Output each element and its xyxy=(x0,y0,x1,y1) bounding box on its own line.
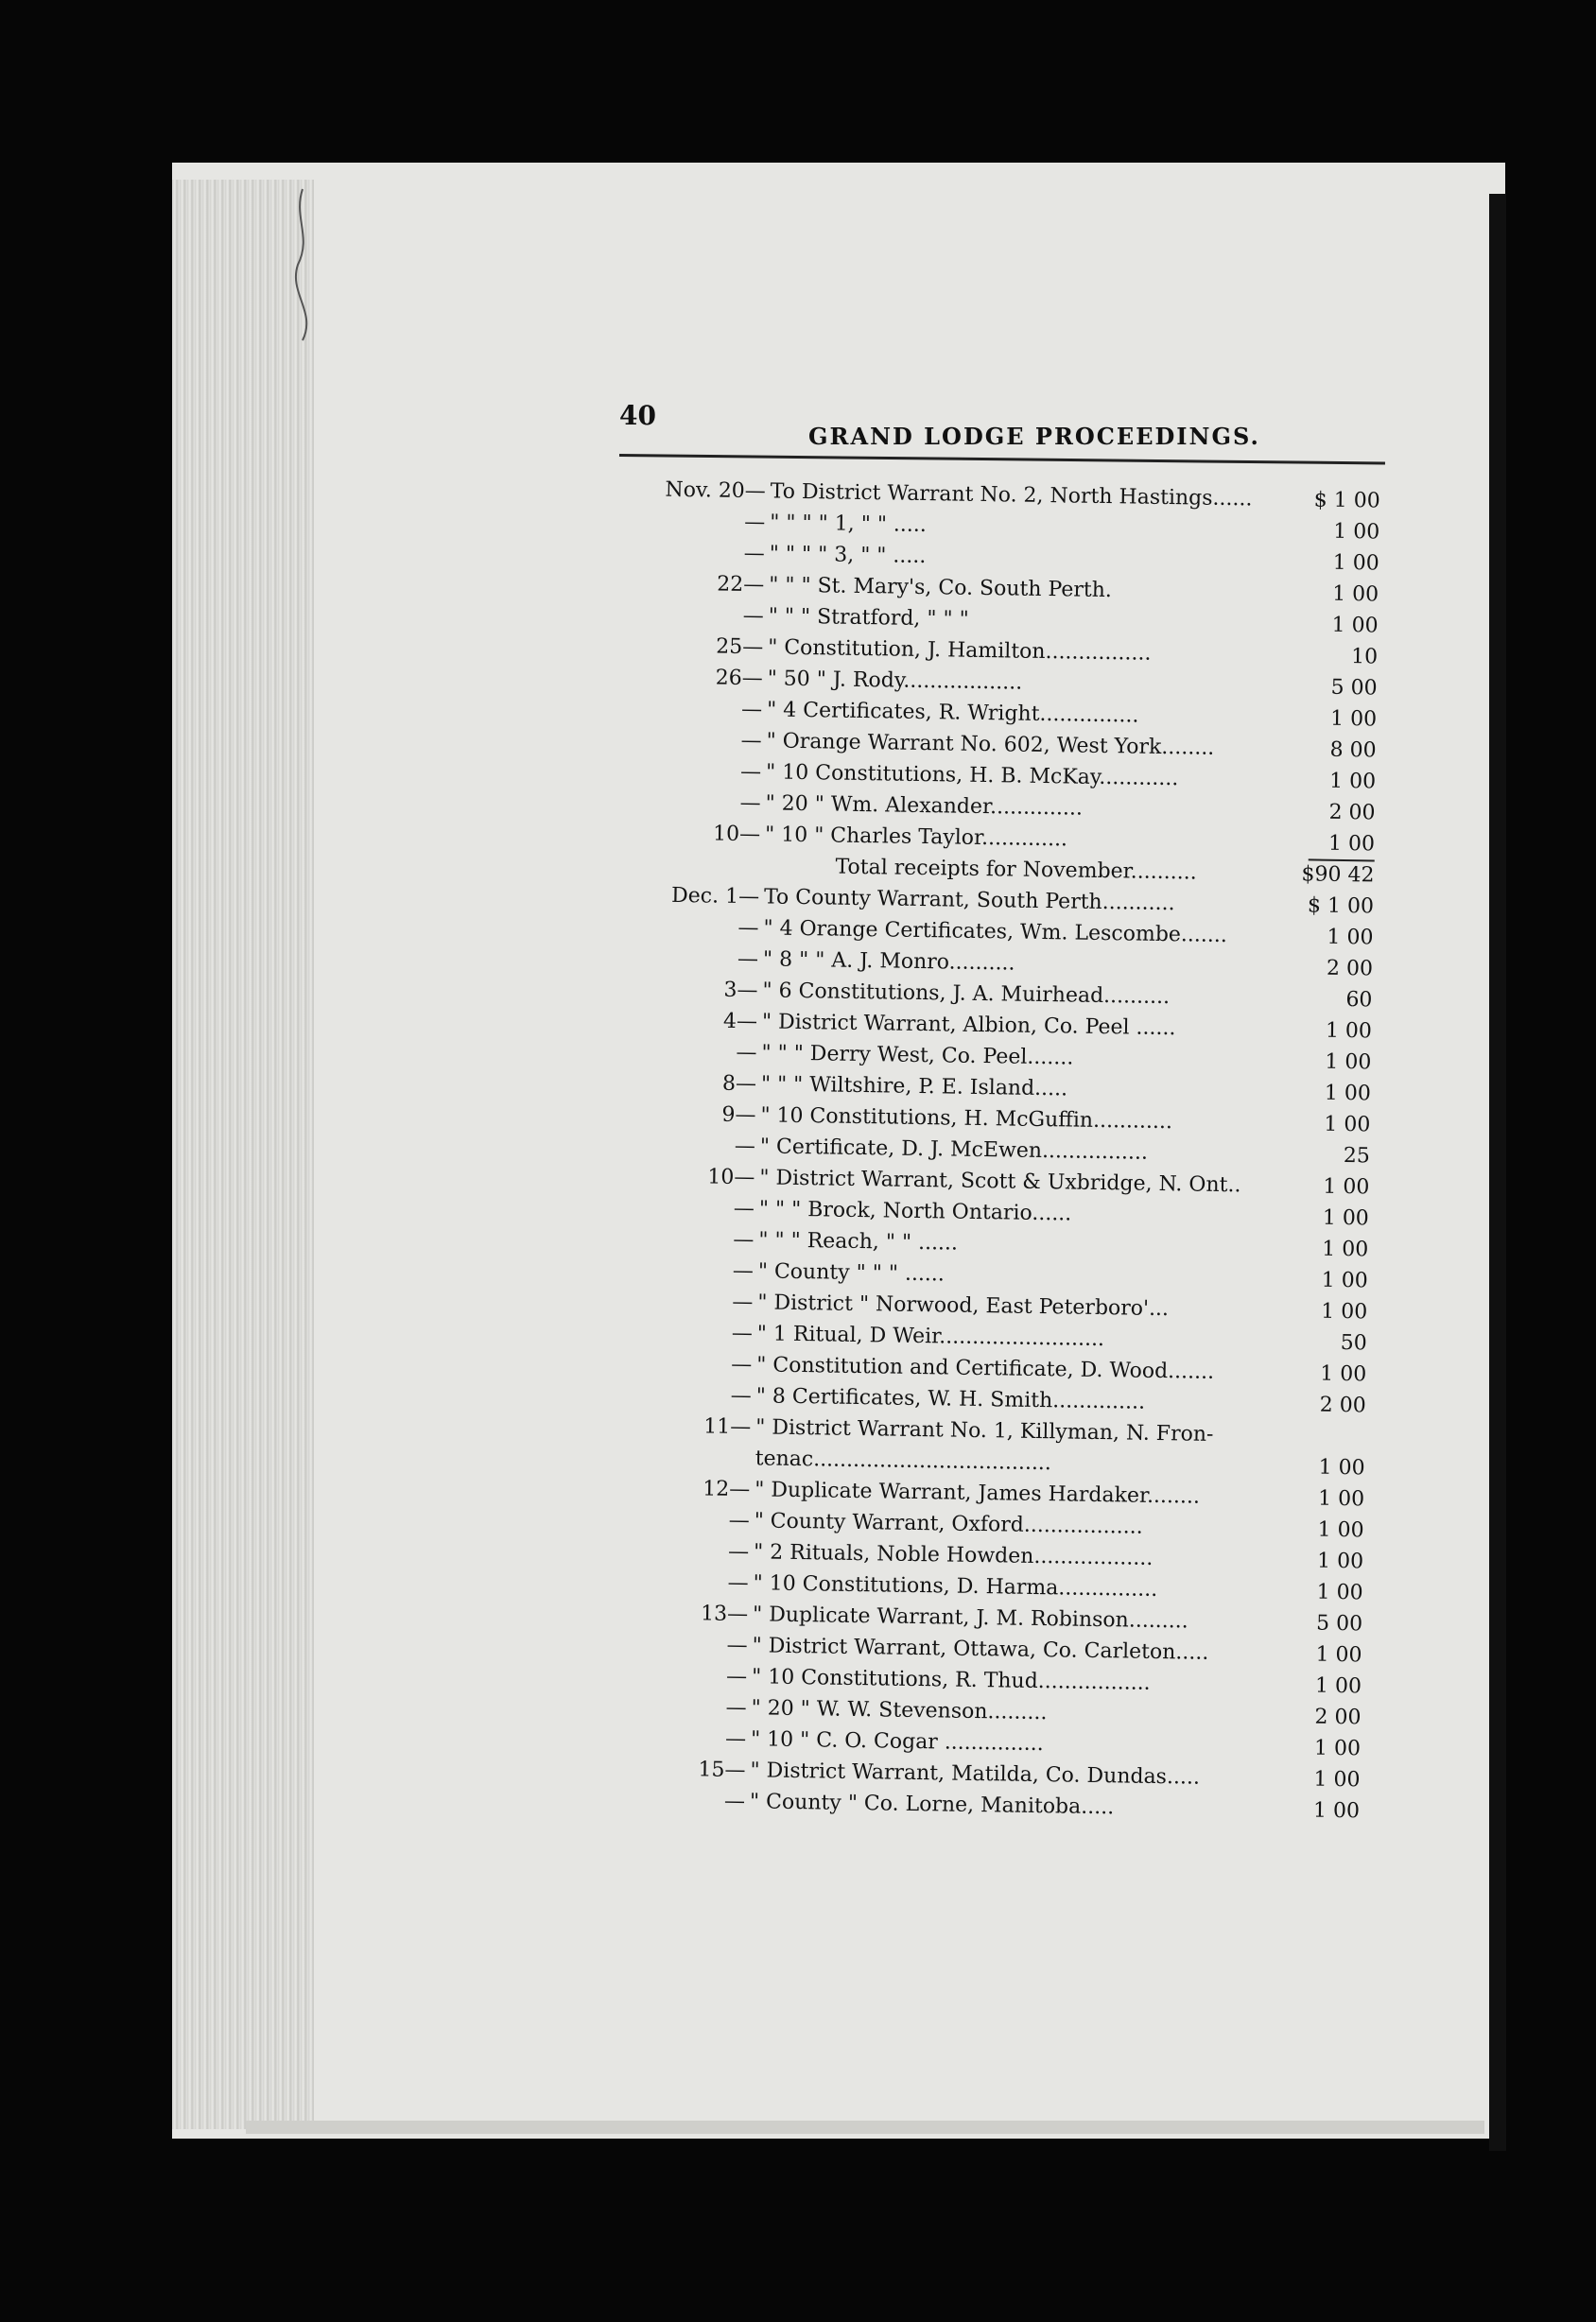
entry-date: Dec. 1— xyxy=(670,883,760,910)
entry-amount: 8 00 xyxy=(1329,737,1377,763)
entry-description: " Duplicate Warrant, J. M. Robinson......... xyxy=(752,1603,1188,1634)
entry-amount: 1 00 xyxy=(1325,1018,1373,1044)
entry-amount: 1 00 xyxy=(1318,1455,1365,1481)
entry-amount: 1 00 xyxy=(1320,1361,1367,1387)
entry-amount: 1 00 xyxy=(1327,831,1376,857)
entry-description: " 20 " Wm. Alexander.............. xyxy=(765,791,1084,821)
entry-date: 25— xyxy=(716,634,764,660)
entry-description: " Certificate, D. J. McEwen................ xyxy=(759,1135,1149,1165)
entry-description: " 10 " Charles Taylor............. xyxy=(764,823,1068,852)
entry-date: — xyxy=(727,1570,749,1596)
entry-description: To County Warrant, South Perth........... xyxy=(763,885,1175,916)
entry-date: — xyxy=(739,790,761,816)
entry-amount: 1 00 xyxy=(1314,1673,1362,1699)
entry-amount: 1 00 xyxy=(1327,925,1374,950)
entry-description: " 4 Orange Certificates, Wm. Lescombe....... xyxy=(763,916,1228,948)
entry-amount: 2 00 xyxy=(1328,800,1376,825)
entry-amount: 1 00 xyxy=(1333,519,1380,545)
entry-amount: 2 00 xyxy=(1314,1705,1362,1730)
entry-date: — xyxy=(742,603,764,629)
entry-description: " 8 Certificates, W. H. Smith.............. xyxy=(755,1384,1146,1414)
entry-description: " County " Co. Lorne, Manitoba..... xyxy=(749,1790,1115,1820)
entry-amount: 1 00 xyxy=(1324,1081,1372,1106)
entry-date: 13— xyxy=(700,1602,749,1627)
entry-date: — xyxy=(739,759,762,785)
entry-description: " " " Brock, North Ontario...... xyxy=(758,1197,1072,1226)
entry-date: — xyxy=(725,1695,747,1721)
entry-description: " " " St. Mary's, Co. South Perth. xyxy=(769,573,1113,603)
entry-amount: 1 00 xyxy=(1331,581,1379,607)
entry-amount: 2 00 xyxy=(1326,956,1374,981)
page-bottom-edge xyxy=(246,2121,1484,2134)
entry-amount: 1 00 xyxy=(1321,1299,1368,1325)
entry-description: " 8 " " A. J. Monro.......... xyxy=(762,947,1015,976)
entry-description: " District " Norwood, East Peterboro'... xyxy=(757,1291,1170,1322)
entry-date: — xyxy=(737,915,759,941)
entry-date: — xyxy=(740,728,762,754)
entry-amount: 1 00 xyxy=(1312,1798,1361,1824)
entry-amount: 1 00 xyxy=(1316,1549,1364,1574)
entry-amount: 60 xyxy=(1345,988,1373,1013)
entry-date: — xyxy=(733,1196,755,1222)
entry-date: — xyxy=(731,1352,753,1378)
entry-amount: 5 00 xyxy=(1330,675,1378,701)
entry-description: " District Warrant No. 1, Killyman, N. Fron- xyxy=(755,1415,1214,1447)
entry-amount: 1 00 xyxy=(1315,1642,1362,1668)
entry-date: 15— xyxy=(698,1758,746,1783)
entry-description: " " " Stratford, " " " xyxy=(768,604,969,632)
entry-description: " 10 " C. O. Cogar ............... xyxy=(750,1727,1044,1757)
entry-date: — xyxy=(740,697,763,722)
running-header: GRAND LODGE PROCEEDINGS. xyxy=(808,423,1260,450)
entry-date: — xyxy=(731,1321,753,1346)
entry-date: — xyxy=(724,1726,747,1752)
entry-date: — xyxy=(733,1227,755,1253)
entry-date: — xyxy=(743,542,765,566)
entry-description: " Constitution, J. Hamilton................ xyxy=(767,635,1152,666)
entry-description: " " " " 3, " " ..... xyxy=(769,542,927,569)
entry-amount: 2 00 xyxy=(1319,1393,1366,1418)
entry-amount: 1 00 xyxy=(1322,1205,1369,1231)
page-edge-stack xyxy=(172,180,314,2129)
entry-amount: 1 00 xyxy=(1322,1237,1369,1262)
entry-amount: 1 00 xyxy=(1313,1736,1362,1761)
entry-date: 26— xyxy=(715,666,763,691)
entry-amount: 1 00 xyxy=(1329,706,1378,732)
entry-description: " 2 Rituals, Noble Howden.................. xyxy=(753,1540,1154,1570)
pencil-mark-icon xyxy=(284,180,340,369)
entry-amount: 1 00 xyxy=(1321,1268,1368,1293)
entry-description: " " " Reach, " " ...... xyxy=(758,1228,959,1256)
entry-amount: 50 xyxy=(1340,1331,1367,1356)
entry-description: " 50 " J. Rody.................. xyxy=(767,667,1023,695)
entry-date: — xyxy=(744,511,766,535)
entry-description: To District Warrant No. 2, North Hastings...... xyxy=(770,479,1253,511)
entry-date: 9— xyxy=(721,1102,756,1128)
entry-amount: 1 00 xyxy=(1325,1049,1372,1075)
entry-date: — xyxy=(728,1508,750,1534)
entry-description: " Constitution and Certificate, D. Wood....... xyxy=(756,1353,1215,1384)
entry-date: — xyxy=(727,1539,750,1565)
entry-date: 8— xyxy=(721,1071,757,1097)
entry-amount: $ 1 00 xyxy=(1313,488,1380,513)
entry-amount: 25 xyxy=(1343,1144,1371,1169)
entry-amount: 1 00 xyxy=(1313,1767,1361,1793)
entry-description: " 6 Constitutions, J. A. Muirhead.......... xyxy=(762,979,1171,1010)
entry-amount: $ 1 00 xyxy=(1307,893,1375,919)
page-number: 40 xyxy=(619,400,656,431)
entry-description: " District Warrant, Matilda, Co. Dundas..... xyxy=(750,1759,1201,1790)
entry-description: " " " Wiltshire, P. E. Island..... xyxy=(760,1072,1068,1101)
entry-date: 10— xyxy=(712,822,761,847)
entry-amount: 1 00 xyxy=(1317,1517,1364,1543)
entry-description: " " " Derry West, Co. Peel....... xyxy=(761,1041,1074,1070)
entry-amount: 10 xyxy=(1350,645,1379,669)
entry-description: Total receipts for November.......... xyxy=(835,855,1197,885)
entry-amount: 1 00 xyxy=(1317,1486,1365,1512)
entry-description: " County " " " ...... xyxy=(757,1259,945,1287)
entry-date: 11— xyxy=(703,1414,752,1440)
entry-description: " District Warrant, Albion, Co. Peel ...... xyxy=(761,1010,1176,1041)
entry-description: " District Warrant, Ottawa, Co. Carleton..... xyxy=(752,1634,1209,1665)
entry-description: " 10 Constitutions, H. B. McKay............ xyxy=(765,760,1179,791)
entry-date: 3— xyxy=(723,978,758,1003)
entry-description: " 10 Constitutions, H. McGuffin............ xyxy=(760,1103,1173,1135)
entry-description: " Duplicate Warrant, James Hardaker........ xyxy=(755,1478,1201,1509)
entry-description: " 10 Constitutions, D. Harma............... xyxy=(753,1571,1158,1603)
entry-description: " 1 Ritual, D Weir......................... xyxy=(756,1322,1105,1352)
entry-amount: $90 42 xyxy=(1301,862,1375,888)
entry-description: " 10 Constitutions, R. Thud................. xyxy=(751,1665,1151,1695)
entry-date: — xyxy=(732,1258,755,1284)
entry-date: — xyxy=(725,1664,748,1690)
entry-amount xyxy=(1280,1424,1365,1425)
entry-description: " Orange Warrant No. 602, West York........ xyxy=(766,729,1215,760)
entry-date: 4— xyxy=(722,1009,758,1034)
entry-date: 10— xyxy=(707,1165,755,1190)
entry-date: — xyxy=(726,1633,748,1658)
entry-date: Nov. 20— xyxy=(665,477,766,504)
entry-date: — xyxy=(734,1134,756,1159)
entry-amount: 1 00 xyxy=(1331,613,1379,638)
entry-description: " " " " 1, " " ..... xyxy=(770,511,928,538)
entry-description: " 20 " W. W. Stevenson......... xyxy=(751,1696,1048,1725)
entry-date: — xyxy=(737,946,759,972)
entry-amount: 1 00 xyxy=(1323,1174,1370,1200)
entry-date: — xyxy=(730,1383,752,1409)
entry-description: tenac.................................... xyxy=(755,1447,1052,1476)
entry-date: 12— xyxy=(703,1477,751,1502)
binding-shadow xyxy=(1489,194,1506,2151)
entry-description: " 4 Certificates, R. Wright............... xyxy=(766,698,1139,728)
entry-amount: 1 00 xyxy=(1328,769,1377,794)
entry-date: — xyxy=(732,1290,754,1315)
entry-description: " County Warrant, Oxford.................. xyxy=(754,1509,1143,1539)
entry-date: — xyxy=(736,1040,757,1066)
entry-description: " District Warrant, Scott & Uxbridge, N. Ont.. xyxy=(759,1166,1241,1198)
entry-amount: 1 00 xyxy=(1324,1112,1371,1137)
ledger-table xyxy=(603,477,1380,1830)
entry-amount: 1 00 xyxy=(1332,550,1379,576)
entry-date: — xyxy=(723,1789,746,1814)
entry-date: 22— xyxy=(717,572,765,598)
entry-amount: 1 00 xyxy=(1316,1580,1363,1605)
entry-amount: 5 00 xyxy=(1315,1611,1363,1637)
